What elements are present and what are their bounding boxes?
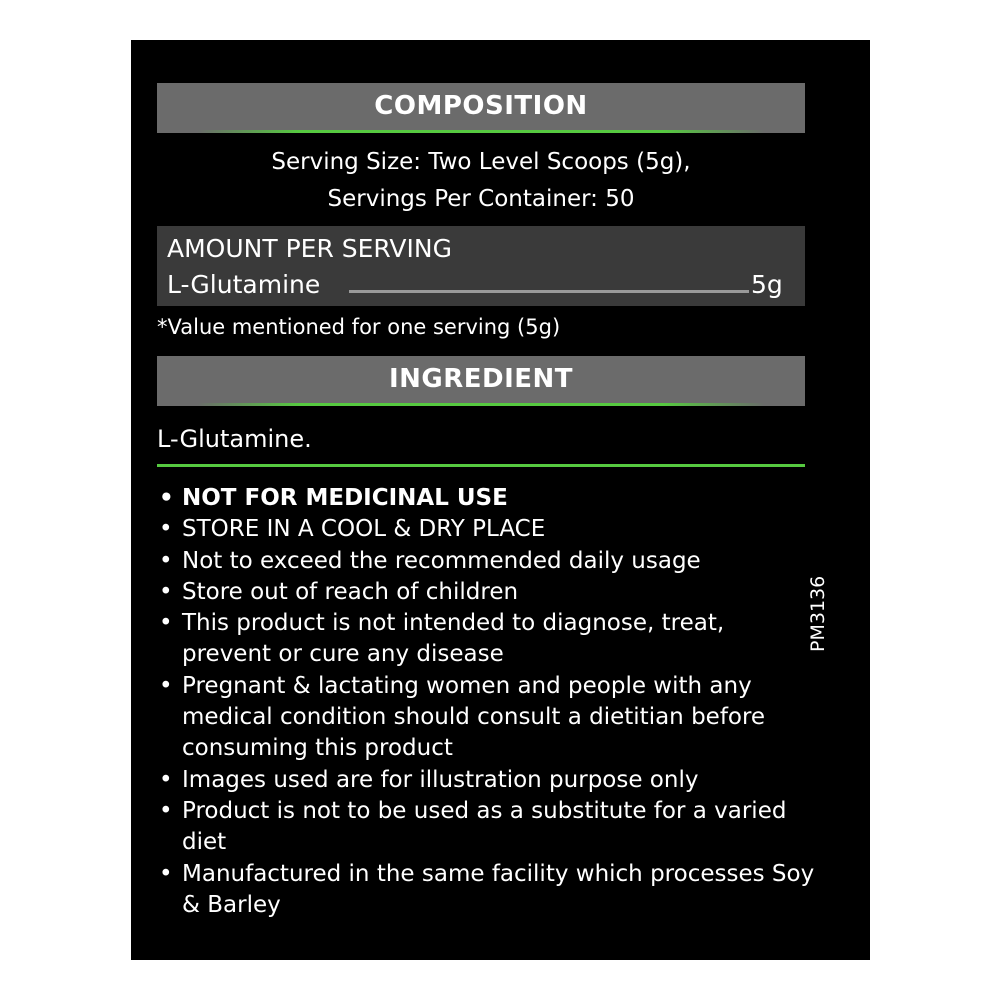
warning-text: Not to exceed the recommended daily usage: [182, 547, 701, 574]
bullet-icon: •: [159, 797, 173, 824]
serving-note: *Value mentioned for one serving (5g): [157, 315, 561, 339]
warning-text: This product is not intended to diagnose, treat, prevent or cure any disease: [182, 610, 725, 668]
warning-text: Store out of reach of children: [182, 578, 519, 605]
warning-item: [157, 796, 822, 859]
warning-item: [157, 608, 817, 671]
amount-per-serving-box: [157, 226, 805, 306]
serving-info: [157, 144, 805, 218]
warning-item: [157, 859, 822, 922]
warning-item: [157, 483, 817, 514]
bullet-icon: •: [159, 766, 173, 793]
warning-item: [157, 765, 817, 796]
ingredient-text: L-Glutamine.: [157, 425, 312, 453]
nutrient-leader-line: [349, 290, 749, 293]
amount-per-serving-header: AMOUNT PER SERVING: [167, 234, 452, 263]
bullet-icon: •: [159, 547, 173, 574]
warning-text: Pregnant & lactating women and people with any medical condition should consult a dietitian before consuming this product: [182, 672, 766, 762]
composition-header: [157, 83, 805, 133]
ingredient-header: [157, 356, 805, 406]
bullet-icon: •: [159, 516, 173, 543]
bullet-icon: •: [159, 860, 173, 887]
servings-per-container-text: Servings Per Container: 50: [327, 186, 635, 212]
ingredient-header-accent: [197, 403, 765, 406]
nutrient-name: L-Glutamine: [167, 270, 321, 299]
warning-item: [157, 514, 817, 545]
section-divider: [157, 464, 805, 467]
bullet-icon: •: [159, 578, 173, 605]
warning-text: Manufactured in the same facility which processes Soy & Barley: [182, 860, 815, 918]
warning-text: Product is not to be used as a substitute for a varied diet: [182, 797, 787, 856]
bullet-icon: •: [159, 610, 173, 637]
warning-item: [157, 546, 817, 577]
warning-item: [157, 577, 817, 608]
product-code: PM3136: [807, 575, 829, 652]
nutrient-row: [167, 266, 805, 304]
bullet-icon: •: [159, 672, 173, 699]
composition-title: COMPOSITION: [374, 91, 588, 121]
warning-text: Images used are for illustration purpose only: [182, 766, 699, 793]
warning-item: [157, 671, 782, 765]
bullet-icon: •: [159, 485, 174, 511]
ingredient-title: INGREDIENT: [388, 364, 574, 394]
serving-size-text: Serving Size: Two Level Scoops (5g),: [271, 149, 691, 175]
warning-text: STORE IN A COOL & DRY PLACE: [182, 516, 546, 543]
nutrient-amount: 5g: [751, 270, 783, 299]
warnings-list: [157, 483, 817, 921]
composition-header-accent: [197, 130, 765, 133]
label-panel: [131, 40, 870, 960]
warning-text: NOT FOR MEDICINAL USE: [182, 485, 508, 511]
